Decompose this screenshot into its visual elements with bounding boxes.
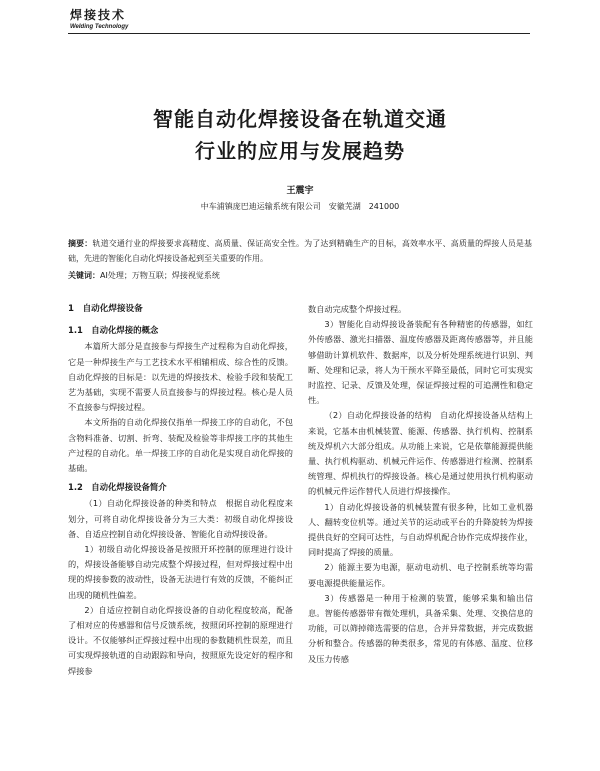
affiliation: 中车浦镇庞巴迪运输系统有限公司 安徽芜湖 241000 [200,202,400,211]
journal-name-cn: 焊接技术 [70,8,127,22]
paragraph: 3）智能化自动焊接设备装配有各种精密的传感器，如红外传感器、激光扫描器、温度传感器及距离传感器等，并且能够借助计算机软件、数据库，以及分析处理系统进行识别、判断、处理和记录，将人为干预水平降至最低，同时它可实现实时监控、记录、反馈及处理，保证焊接过程的可追溯性和稳定性。 [308,319,533,406]
paragraph: 1）初级自动化焊接设备是按照开环控制的原理进行设计的，焊接设备能够自动完成整个焊接过程，但对焊接过程中出现的焊接参数的波动性，设备无法进行有效的反馈，不能纠正出现的随机性偏差。 [68,544,293,600]
header-rule [68,33,530,34]
paragraph: 数自动完成整个焊接过程。 [308,304,407,314]
left-column [68,302,293,679]
abstract [68,236,532,266]
paragraph: 3）传感器是一种用于检测的装置，能够采集和输出信息。智能传感器带有微处理机，具备采集、处理、交换信息的功能，可以筛掉筛选需要的信息，合并异常数据，并完成数据分析和整合。传感器的种类很多，常见的有体感、温度、位移及压力传感 [308,592,533,664]
right-column [308,302,533,667]
paragraph: 1）自动化焊接设备的机械装置有很多种，比如工业机器人、翻转变位机等。通过关节的运动或平台的升降旋转为焊接提供良好的空间可达性，与自动焊机配合协作完成焊接作业，同时提高了焊接的质量。 [308,501,533,558]
paragraph: 本篇所大部分是直接参与焊接生产过程称为自动化焊接，它是一种焊接生产与工艺技术水平相辅相成、综合性的反馈。自动化焊接的目标是：以先进的焊接技术、检验手段和装配工艺为基础，实现不需要人员直接参与的焊接过程。核心是人员不直接参与焊接过程。 [68,341,293,413]
paragraph: 本文所指的自动化焊接仅指单一焊接工序的自动化，不包含物料准备、切割、折弯、装配及检验等非焊接工序的其他生产过程的自动化。单一焊接工序的自动化是实现自动化焊接的基础。 [68,417,293,474]
paragraph: （2）自动化焊接设备的结构 自动化焊接设备从结构上来说，它基本由机械装置、能源、传感器、执行机构、控制系统及焊机六大部分组成。从功能上来说，它是依靠能源提供能量、执行机构驱动、机械元件运作、传感器进行检测、控制系统管理、焊机执行的焊接设备。核心是通过使用执行机构驱动的机械元件运作替代人员进行焊接操作。 [308,410,533,497]
subsection-heading: 1.1 自动化焊接的概念 [68,325,159,336]
abstract-text: 轨道交通行业的焊接要求高精度、高质量、保证高安全性。为了达到精确生产的目标，高效率水平、高质量的焊接人员是基础，先进的智能化自动化焊接设备起到至关重要的作用。 [68,239,533,263]
author: 王震宇 [286,186,314,196]
journal-header [70,6,128,30]
subsection-heading: 1.2 自动化焊接设备简介 [68,482,167,493]
abstract-label: 摘要： [68,239,93,248]
paragraph: （1）自动化焊接设备的种类和特点 根据自动化程度来划分，可将自动化焊接设备分为三大类：初级自动化焊接设备、自适应控制自动化焊接设备、智能化自动焊接设备。 [68,498,293,539]
keywords [68,268,532,283]
keywords-text: AI处理；万物互联；焊接视觉系统 [100,271,220,280]
paragraph: 2）能源主要为电源，驱动电动机、电子控制系统等均需要电源提供能量运作。 [308,562,533,588]
title-line-1: 智能自动化焊接设备在轨道交通 [153,107,447,131]
title-line-2: 行业的应用与发展趋势 [195,139,405,163]
keywords-label: 关键词： [68,271,100,280]
journal-name-en: Welding Technology [70,24,129,30]
section-heading: 1 自动化焊接设备 [68,304,143,314]
paragraph: 2）自适应控制自动化焊接设备的自动化程度较高，配备了相对应的传感器和信号反馈系统，按照闭环控制的原理进行设计。不仅能够纠正焊接过程中出现的参数随机性误差，而且可实现焊接轨道的自动跟踪和导向，按照原先设定好的程序和焊接参 [68,604,293,676]
